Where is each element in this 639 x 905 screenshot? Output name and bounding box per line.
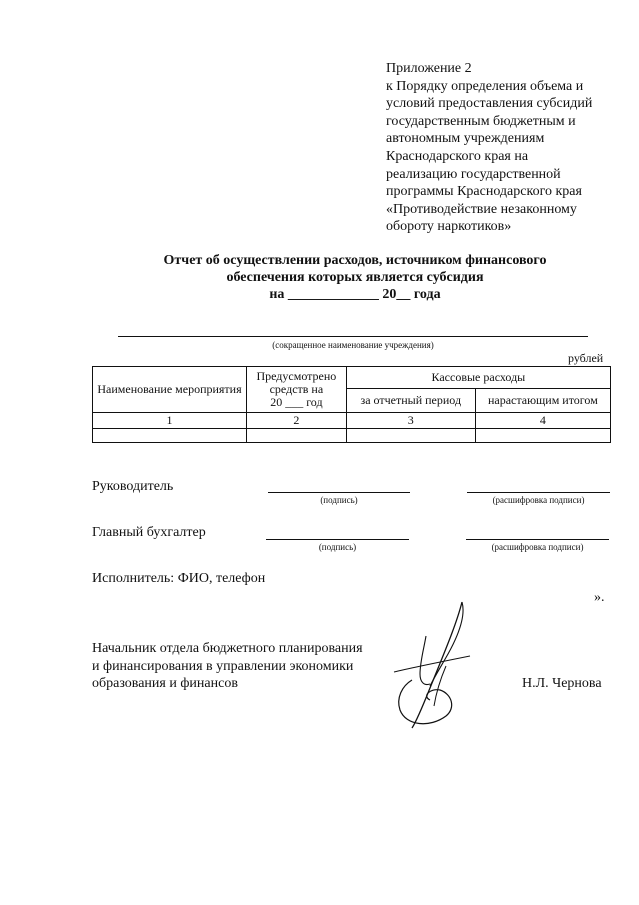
executor-line: Исполнитель: ФИО, телефон xyxy=(92,571,266,586)
annex-line: к Порядку определения объема и xyxy=(386,78,584,94)
head-label: Руководитель xyxy=(92,479,174,494)
empty-cell xyxy=(346,429,475,443)
col-number: 1 xyxy=(93,413,247,429)
col-number: 2 xyxy=(247,413,347,429)
empty-cell xyxy=(475,429,610,443)
table-row xyxy=(93,413,611,429)
title-line-2: обеспечения которых является субсидия xyxy=(226,270,484,285)
empty-cell xyxy=(93,429,247,443)
header-reporting-period: за отчетный период xyxy=(346,389,475,413)
annex-line: автономным учреждениям xyxy=(386,131,545,147)
title-line-3: на _____________ 20__ года xyxy=(269,287,441,302)
col-number: 3 xyxy=(346,413,475,429)
report-table xyxy=(92,366,611,443)
annex-line: обороту наркотиков» xyxy=(386,219,512,235)
accountant-sign-caption: (подпись) xyxy=(318,542,357,552)
accountant-label: Главный бухгалтер xyxy=(92,525,206,540)
accountant-sign-line xyxy=(266,539,409,540)
annex-line: государственным бюджетным и xyxy=(386,113,576,129)
head-decode-line xyxy=(467,492,610,493)
annex-line: программы Краснодарского края xyxy=(386,184,582,200)
table-row xyxy=(93,429,611,443)
empty-cell xyxy=(247,429,347,443)
accountant-decode-caption: (расшифровка подписи) xyxy=(491,542,584,552)
institution-caption: (сокращенное наименование учреждения) xyxy=(272,340,434,350)
chief-position: Начальник отдела бюджетного планирования и финансирования в управлении экономики образования и финансов xyxy=(92,641,363,691)
head-sign-line xyxy=(268,492,410,493)
col-number: 4 xyxy=(475,413,610,429)
annex-line: реализацию государственной xyxy=(386,166,561,182)
institution-line xyxy=(118,336,588,337)
annex-block xyxy=(386,60,626,236)
handwritten-signature xyxy=(390,596,480,736)
head-sign-caption: (подпись) xyxy=(320,495,358,505)
currency-label: рублей xyxy=(568,351,604,365)
chief-name: Н.Л. Чернова xyxy=(522,676,602,691)
header-activity-name: Наименование мероприятия xyxy=(93,367,247,413)
annex-line: Приложение 2 xyxy=(386,61,472,76)
report-title xyxy=(100,252,610,303)
annex-line: Краснодарского края на xyxy=(386,148,529,164)
annex-line: условий предоставления субсидий xyxy=(386,96,593,112)
header-cumulative-total: нарастающим итогом xyxy=(475,389,610,413)
header-planned-funds: Предусмотрено средств на 20 ___ год xyxy=(247,367,347,413)
closing-quote: ». xyxy=(594,590,605,605)
header-cash-expenses: Кассовые расходы xyxy=(346,367,610,389)
annex-line: «Противодействие незаконному xyxy=(386,201,577,217)
head-decode-caption: (расшифровка подписи) xyxy=(492,495,585,505)
title-line-1: Отчет об осуществлении расходов, источником финансового xyxy=(163,253,547,268)
accountant-decode-line xyxy=(466,539,609,540)
